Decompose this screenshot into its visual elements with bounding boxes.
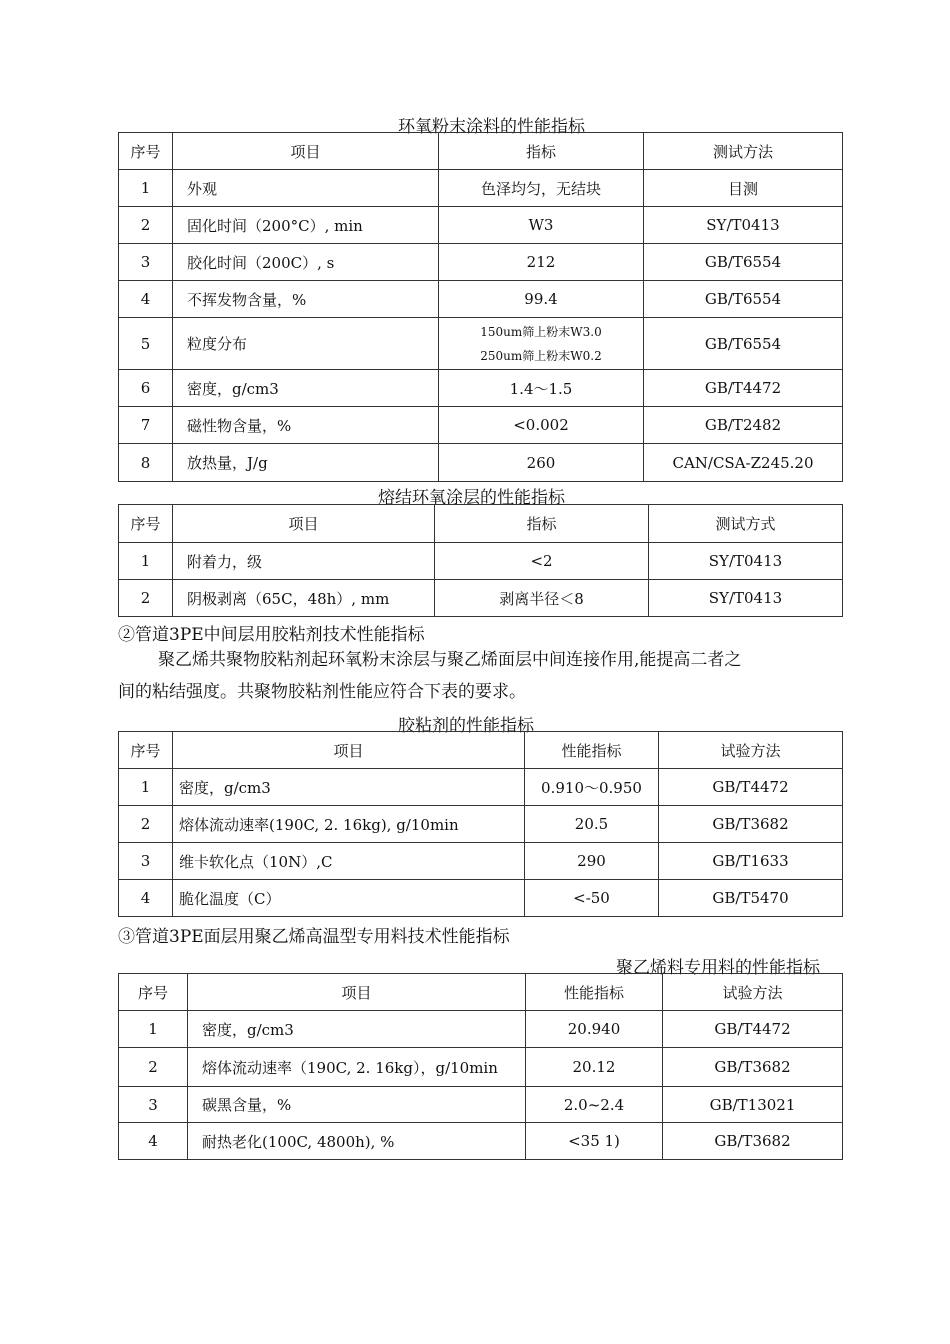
table-header-row	[119, 732, 843, 769]
header-cell: 性能指标	[526, 974, 663, 1011]
table2-caption: 熔结环氧涂层的性能指标	[378, 488, 565, 508]
cell-value: 260	[439, 444, 644, 482]
cell-value: 20.12	[526, 1048, 663, 1087]
cell-value: W3	[439, 207, 644, 244]
table-row	[119, 281, 843, 318]
cell-method: GB/T4472	[644, 370, 843, 407]
table-row	[119, 244, 843, 281]
cell-value: 99.4	[439, 281, 644, 318]
cell-value: 2.0~2.4	[526, 1087, 663, 1123]
table-row	[119, 407, 843, 444]
cell-index: 2	[119, 1048, 188, 1087]
cell-item: 熔体流动速率（190C, 2. 16kg），g/10min	[188, 1048, 526, 1087]
header-cell: 测试方法	[644, 133, 843, 170]
cell-value: 0.910〜0.950	[525, 769, 659, 806]
cell-value: <0.002	[439, 407, 644, 444]
cell-index: 2	[119, 580, 173, 617]
cell-index: 8	[119, 444, 173, 482]
cell-method: GB/T4472	[659, 769, 843, 806]
cell-value: 212	[439, 244, 644, 281]
cell-item: 熔体流动速率(190C, 2. 16kg), g/10min	[173, 806, 525, 843]
cell-index: 4	[119, 281, 173, 318]
cell-value: 1.4〜1.5	[439, 370, 644, 407]
table-row	[119, 444, 843, 482]
table-header-row	[119, 974, 843, 1011]
cell-index: 1	[119, 543, 173, 580]
section3-heading: ③管道3PE面层用聚乙烯高温型专用料技术性能指标	[118, 927, 510, 947]
header-cell: 试验方法	[659, 732, 843, 769]
cell-index: 2	[119, 207, 173, 244]
table-row	[119, 769, 843, 806]
table-row	[119, 1048, 843, 1087]
table4-caption: 聚乙烯料专用料的性能指标	[616, 958, 820, 978]
cell-item: 阴极剥离（65C，48h）, mm	[173, 580, 435, 617]
cell-method: SY/T0413	[649, 543, 843, 580]
cell-method: GB/T6554	[644, 244, 843, 281]
table-row	[119, 843, 843, 880]
cell-method: SY/T0413	[649, 580, 843, 617]
particle-size-line-2: 250um筛上粉末W0.2	[480, 348, 602, 363]
header-cell: 序号	[119, 133, 173, 170]
cell-value	[439, 318, 644, 370]
header-cell: 项目	[188, 974, 526, 1011]
cell-item: 密度，g/cm3	[188, 1011, 526, 1048]
header-cell: 序号	[119, 732, 173, 769]
cell-method: SY/T0413	[644, 207, 843, 244]
header-cell: 指标	[435, 505, 649, 543]
cell-method: GB/T13021	[663, 1087, 843, 1123]
cell-method: GB/T1633	[659, 843, 843, 880]
cell-index: 1	[119, 1011, 188, 1048]
cell-value: 剥离半径＜8	[435, 580, 649, 617]
table-row	[119, 1011, 843, 1048]
cell-index: 2	[119, 806, 173, 843]
table1-caption: 环氧粉末涂料的性能指标	[398, 117, 585, 137]
cell-value: 色泽均匀，无结块	[439, 170, 644, 207]
cell-item: 维卡软化点（10N）,C	[173, 843, 525, 880]
cell-method: 目测	[644, 170, 843, 207]
section2-paragraph-line-2: 间的粘结强度。共聚物胶粘剂性能应符合下表的要求。	[118, 682, 526, 702]
cell-index: 4	[119, 880, 173, 917]
cell-item: 放热量，J/g	[173, 444, 439, 482]
epoxy-powder-table	[118, 132, 843, 482]
table-row	[119, 1087, 843, 1123]
table-row	[119, 806, 843, 843]
table-header-row	[119, 133, 843, 170]
header-cell: 项目	[173, 505, 435, 543]
cell-value: <2	[435, 543, 649, 580]
cell-item: 粒度分布	[173, 318, 439, 370]
cell-index: 3	[119, 843, 173, 880]
section2-heading: ②管道3PE中间层用胶粘剂技术性能指标	[118, 625, 425, 645]
cell-index: 5	[119, 318, 173, 370]
cell-item: 固化时间（200°C）, min	[173, 207, 439, 244]
adhesive-table	[118, 731, 843, 917]
table3-caption: 胶粘剂的性能指标	[398, 716, 534, 736]
header-cell: 性能指标	[525, 732, 659, 769]
cell-method: GB/T3682	[659, 806, 843, 843]
cell-method: GB/T3682	[663, 1123, 843, 1160]
table-header-row	[119, 505, 843, 543]
particle-size-line-1: 150um筛上粉末W3.0	[480, 324, 602, 339]
cell-index: 3	[119, 244, 173, 281]
table-row	[119, 543, 843, 580]
table-row	[119, 318, 843, 370]
table-row	[119, 1123, 843, 1160]
cell-item: 外观	[173, 170, 439, 207]
header-cell: 试验方法	[663, 974, 843, 1011]
cell-item: 耐热老化(100C, 4800h), %	[188, 1123, 526, 1160]
cell-item: 碳黑含量，%	[188, 1087, 526, 1123]
header-cell: 项目	[173, 133, 439, 170]
header-cell: 指标	[439, 133, 644, 170]
cell-method: GB/T6554	[644, 281, 843, 318]
cell-index: 6	[119, 370, 173, 407]
cell-method: CAN/CSA-Z245.20	[644, 444, 843, 482]
cell-method: GB/T4472	[663, 1011, 843, 1048]
cell-method: GB/T2482	[644, 407, 843, 444]
header-cell: 项目	[173, 732, 525, 769]
table-row	[119, 170, 843, 207]
table-row	[119, 370, 843, 407]
cell-index: 3	[119, 1087, 188, 1123]
cell-value: 290	[525, 843, 659, 880]
cell-index: 7	[119, 407, 173, 444]
fusion-epoxy-table	[118, 504, 843, 617]
table-row	[119, 207, 843, 244]
polyethylene-table	[118, 973, 843, 1160]
cell-item: 密度，g/cm3	[173, 370, 439, 407]
header-cell: 序号	[119, 974, 188, 1011]
cell-value: <-50	[525, 880, 659, 917]
cell-item: 胶化时间（200C）, s	[173, 244, 439, 281]
cell-index: 1	[119, 170, 173, 207]
cell-method: GB/T6554	[644, 318, 843, 370]
table-row	[119, 580, 843, 617]
cell-item: 附着力，级	[173, 543, 435, 580]
header-cell: 测试方式	[649, 505, 843, 543]
section2-paragraph-line-1: 聚乙烯共聚物胶粘剂起环氧粉末涂层与聚乙烯面层中间连接作用,能提高二者之	[158, 650, 742, 670]
cell-method: GB/T3682	[663, 1048, 843, 1087]
cell-item: 密度，g/cm3	[173, 769, 525, 806]
cell-method: GB/T5470	[659, 880, 843, 917]
cell-item: 磁性物含量，%	[173, 407, 439, 444]
cell-value: <35 1)	[526, 1123, 663, 1160]
table-row	[119, 880, 843, 917]
cell-index: 4	[119, 1123, 188, 1160]
header-cell: 序号	[119, 505, 173, 543]
cell-item: 不挥发物含量，%	[173, 281, 439, 318]
cell-index: 1	[119, 769, 173, 806]
cell-value: 20.5	[525, 806, 659, 843]
cell-item: 脆化温度（C）	[173, 880, 525, 917]
cell-value: 20.940	[526, 1011, 663, 1048]
